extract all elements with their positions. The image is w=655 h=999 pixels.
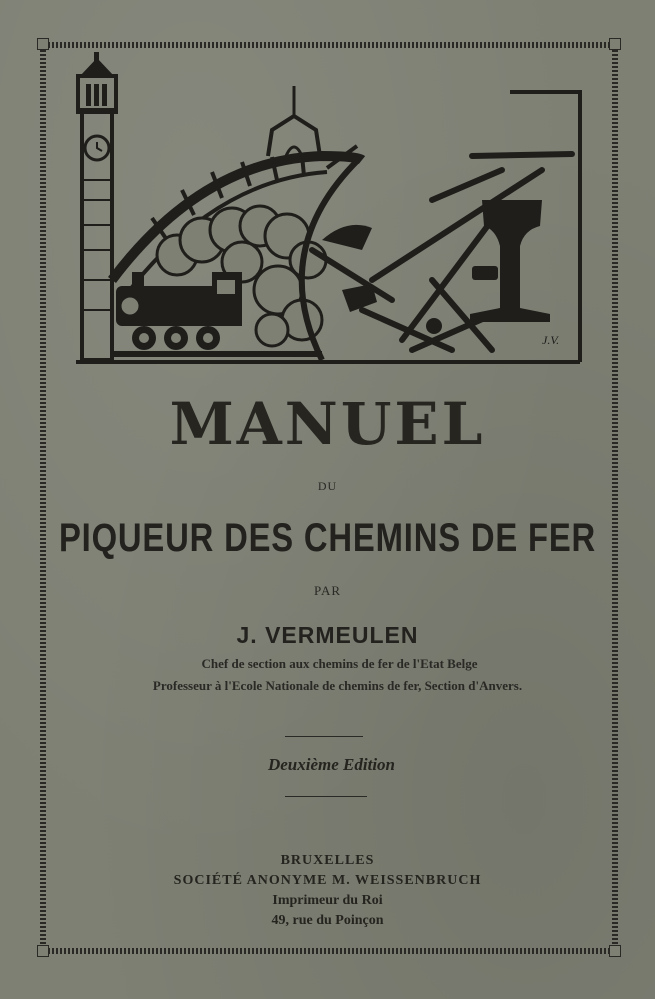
divider-rule: [285, 796, 367, 797]
divider-rule: [285, 736, 363, 737]
publisher-title: Imprimeur du Roi: [272, 893, 383, 908]
border-bottom: [40, 948, 618, 954]
rail-section-icon: [470, 200, 550, 322]
book-title: MANUEL: [169, 390, 486, 458]
author-name: J. VERMEULEN: [236, 622, 419, 648]
publisher-city: BRUXELLES: [280, 853, 375, 868]
locomotive-icon: [116, 272, 242, 350]
publisher-name: SOCIÉTÉ ANONYME M. WEISSENBRUCH: [173, 873, 482, 888]
corner-ornament: [609, 945, 621, 957]
author-role-line: Professeur à l'Ecole Nationale de chemins de fer, Section d'Anvers.: [152, 678, 523, 693]
publisher-address: 49, rue du Poinçon: [271, 913, 384, 928]
edition-label: Deuxième Edition: [267, 755, 396, 774]
corner-ornament: [37, 38, 49, 50]
border-right: [612, 42, 618, 954]
by-line: PAR: [313, 583, 342, 598]
railway-illustration: [72, 50, 584, 366]
title-connector: DU: [317, 479, 338, 493]
book-subtitle: PIQUEUR DES CHEMINS DE FER: [58, 516, 597, 560]
corner-ornament: [609, 38, 621, 50]
clock-tower-icon: [78, 52, 116, 360]
border-left: [40, 42, 46, 954]
border-top: [40, 42, 618, 48]
corner-ornament: [37, 945, 49, 957]
illustrator-signature: J.V.: [542, 333, 560, 347]
author-role-line: Chef de section aux chemins de fer de l'Etat Belge: [201, 656, 478, 671]
